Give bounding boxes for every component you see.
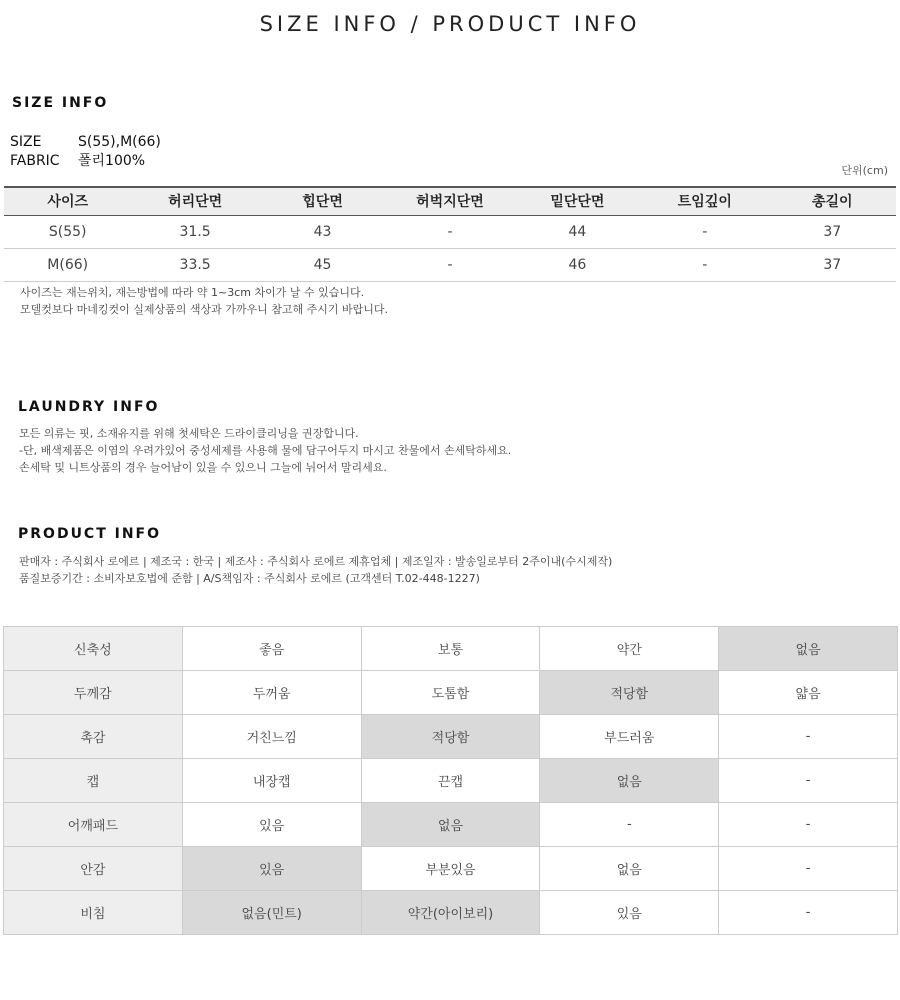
property-row-see-through — [4, 891, 898, 935]
property-option-selected: 없음 — [540, 759, 719, 803]
property-label: 안감 — [4, 847, 183, 891]
property-option-selected: 약간(아이보리) — [361, 891, 540, 935]
hem-cell: 46 — [514, 248, 641, 281]
header-waist: 허리단면 — [131, 187, 258, 215]
waist-cell: 31.5 — [131, 215, 258, 248]
size-cell: M(66) — [4, 248, 131, 281]
laundry-info-title: LAUNDRY INFO — [18, 399, 160, 415]
property-option: 없음 — [540, 847, 719, 891]
property-option: 끈캡 — [361, 759, 540, 803]
fabric-label: FABRIC — [10, 153, 60, 169]
page-title: SIZE INFO / PRODUCT INFO — [259, 12, 641, 36]
slit-cell: - — [641, 248, 768, 281]
product-line: 품질보증기간 : 소비자보호법에 준함 | A/S책임자 : 주식회사 로에르 (고객센터 T.02-448-1227) — [19, 572, 480, 585]
property-row-lining — [4, 847, 898, 891]
header-hem: 밑단단면 — [514, 187, 641, 215]
property-option: 도톰함 — [361, 671, 540, 715]
property-row-thickness — [4, 671, 898, 715]
property-option-selected: 없음 — [361, 803, 540, 847]
property-option-selected: 없음(민트) — [182, 891, 361, 935]
property-option: - — [719, 759, 898, 803]
size-note-line: 사이즈는 재는위치, 재는방법에 따라 약 1~3cm 차이가 날 수 있습니다. — [20, 286, 365, 299]
size-table-header — [4, 187, 896, 215]
property-option: - — [719, 715, 898, 759]
property-row-shoulder-pad — [4, 803, 898, 847]
property-row-stretch — [4, 627, 898, 671]
waist-cell: 33.5 — [131, 248, 258, 281]
length-cell: 37 — [769, 248, 896, 281]
header-slit: 트임깊이 — [641, 187, 768, 215]
property-option-selected: 있음 — [182, 847, 361, 891]
property-label: 캡 — [4, 759, 183, 803]
property-label: 비침 — [4, 891, 183, 935]
length-cell: 37 — [769, 215, 896, 248]
property-option: 두꺼움 — [182, 671, 361, 715]
size-cell: S(55) — [4, 215, 131, 248]
unit-label: 단위(cm) — [841, 164, 888, 177]
size-spec — [10, 134, 161, 150]
thigh-cell: - — [386, 215, 513, 248]
header-thigh: 허벅지단면 — [386, 187, 513, 215]
property-label: 어깨패드 — [4, 803, 183, 847]
property-option: - — [719, 891, 898, 935]
property-option: - — [719, 847, 898, 891]
property-option-selected: 적당함 — [540, 671, 719, 715]
laundry-line: 손세탁 및 니트상품의 경우 늘어남이 있을 수 있으니 그늘에 뉘어서 말리세요. — [19, 461, 387, 474]
product-info-title: PRODUCT INFO — [18, 526, 162, 542]
property-row-cup — [4, 759, 898, 803]
laundry-line: 모든 의류는 핏, 소재유지를 위해 첫세탁은 드라이클리닝을 권장합니다. — [19, 427, 359, 440]
property-option: 거친느낌 — [182, 715, 361, 759]
table-row — [4, 215, 896, 248]
slit-cell: - — [641, 215, 768, 248]
property-option: 있음 — [182, 803, 361, 847]
header-hip: 힙단면 — [259, 187, 386, 215]
property-option: 있음 — [540, 891, 719, 935]
size-note-line: 모델컷보다 마네킹컷이 실제상품의 색상과 가까우니 참고해 주시기 바랍니다. — [20, 303, 389, 316]
property-label: 신축성 — [4, 627, 183, 671]
thigh-cell: - — [386, 248, 513, 281]
property-option: 부드러움 — [540, 715, 719, 759]
property-option: 부분있음 — [361, 847, 540, 891]
size-label: SIZE — [10, 134, 42, 150]
hem-cell: 44 — [514, 215, 641, 248]
product-properties-table — [3, 626, 898, 935]
fabric-value: 폴리100% — [78, 153, 146, 169]
property-option: 내장캡 — [182, 759, 361, 803]
property-option: - — [719, 803, 898, 847]
product-line: 판매자 : 주식회사 로에르 | 제조국 : 한국 | 제조사 : 주식회사 로에르 제휴업체 | 제조일자 : 발송일로부터 2주이내(수시제작) — [19, 555, 613, 568]
laundry-notes — [19, 425, 511, 476]
property-row-texture — [4, 715, 898, 759]
size-value: S(55),M(66) — [78, 134, 161, 150]
property-option: 좋음 — [182, 627, 361, 671]
header-length: 총길이 — [769, 187, 896, 215]
laundry-line: -단, 배색제품은 이염의 우려가있어 중성세제를 사용해 물에 담구어두지 마시고 찬물에서 손세탁하세요. — [19, 444, 512, 457]
table-row — [4, 248, 896, 281]
property-label: 촉감 — [4, 715, 183, 759]
hip-cell: 43 — [259, 215, 386, 248]
product-notes — [19, 553, 612, 587]
size-info-title: SIZE INFO — [12, 95, 109, 111]
property-option: 얇음 — [719, 671, 898, 715]
property-option-selected: 없음 — [719, 627, 898, 671]
hip-cell: 45 — [259, 248, 386, 281]
property-option-selected: 적당함 — [361, 715, 540, 759]
size-notes — [20, 284, 388, 318]
property-label: 두께감 — [4, 671, 183, 715]
property-option: 약간 — [540, 627, 719, 671]
property-option: 보통 — [361, 627, 540, 671]
header-size: 사이즈 — [4, 187, 131, 215]
size-table — [4, 186, 896, 282]
fabric-spec — [10, 150, 145, 170]
property-option: - — [540, 803, 719, 847]
